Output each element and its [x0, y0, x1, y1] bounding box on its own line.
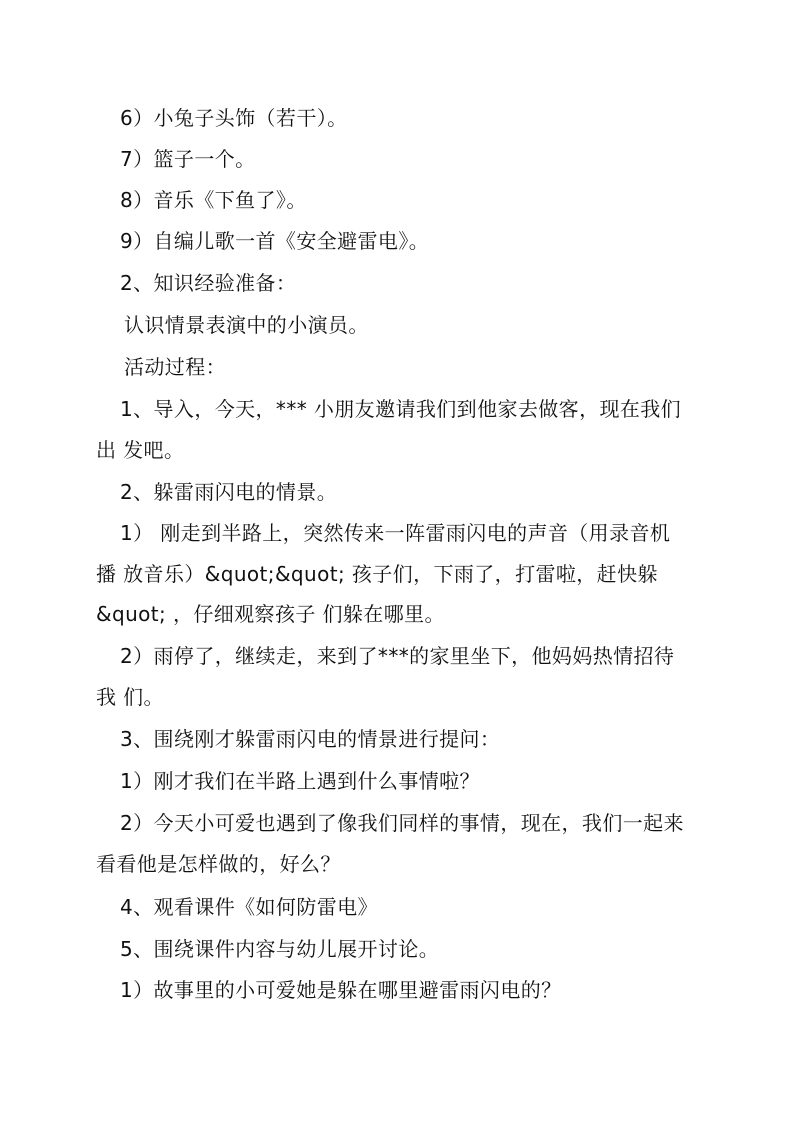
text-line: 出 发吧。: [96, 438, 185, 462]
section-heading: 4、观看课件《如何防雷电》: [120, 895, 378, 919]
text-line: 播 放音乐）&quot;&quot; 孩子们，下雨了，打雷啦，赶快躲: [96, 562, 658, 586]
text-line: 1、导入，今天，*** 小朋友邀请我们到他家去做客，现在我们: [120, 397, 682, 421]
section-heading: 活动过程：: [124, 355, 226, 379]
text-line: 6）小兔子头饰（若干）。: [120, 106, 348, 130]
text-line: 8）音乐《下鱼了》。: [120, 188, 307, 212]
text-line: 认识情景表演中的小演员。: [124, 313, 369, 337]
text-line: 2）雨停了，继续走，来到了***的家里坐下，他妈妈热情招待: [120, 644, 675, 668]
text-line: 1） 刚走到半路上，突然传来一阵雷雨闪电的声音（用录音机: [120, 521, 671, 545]
text-line: 我 们。: [96, 685, 164, 709]
section-heading: 3、围绕刚才躲雷雨闪电的情景进行提问：: [120, 727, 501, 751]
text-line: 2）今天小可爱也遇到了像我们同样的事情，现在，我们一起来: [120, 811, 684, 835]
section-heading: 5、围绕课件内容与幼儿展开讨论。: [120, 937, 440, 961]
section-heading: 2、躲雷雨闪电的情景。: [120, 480, 338, 504]
text-line: 1）故事里的小可爱她是躲在哪里避雷雨闪电的？: [120, 978, 562, 1002]
section-heading: 2、知识经验准备：: [120, 271, 297, 295]
text-line: 7）篮子一个。: [120, 147, 256, 171]
text-line: 看看他是怎样做的，好么？: [96, 852, 341, 876]
text-line: &quot; ，仔细观察孩子 们躲在哪里。: [96, 602, 445, 626]
text-line: 9）自编儿歌一首《安全避雷电》。: [120, 229, 430, 253]
text-line: 1）刚才我们在半路上遇到什么事情啦？: [120, 769, 480, 793]
